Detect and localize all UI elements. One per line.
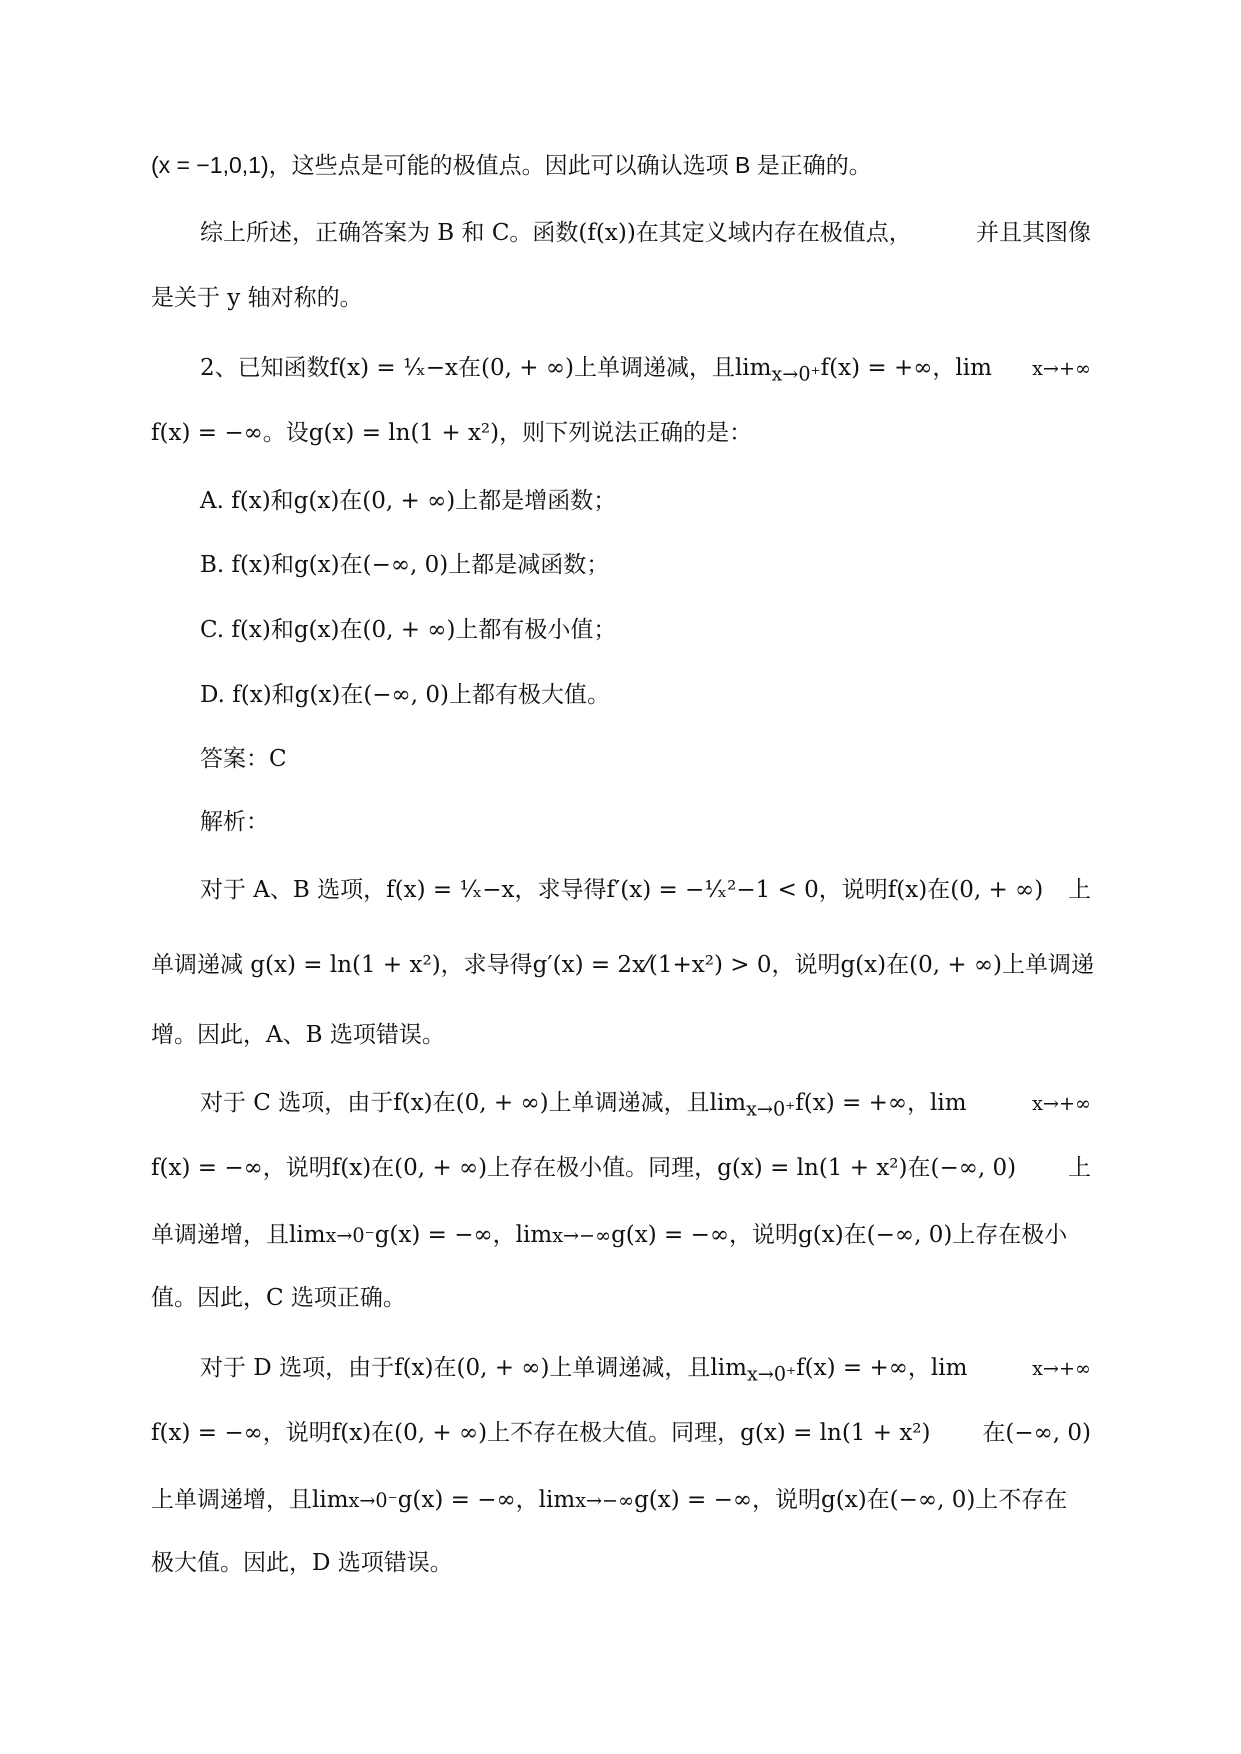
line-text: 值。因此，C 选项正确。	[151, 1285, 406, 1311]
answer-line	[200, 746, 1091, 774]
analysis-text: 解析：	[200, 809, 269, 835]
limit-subscript: x→+∞	[1032, 1357, 1091, 1380]
line-text: 上单调递增，且lim	[151, 1487, 349, 1513]
line-text: 单调递增，且lim	[151, 1222, 326, 1248]
line-text: f(x) = −∞，说明f(x)在(0, + ∞)上不存在极大值。同理，g(x) = ln(1 + x²)	[151, 1420, 931, 1446]
analysis-heading	[200, 809, 1091, 837]
limit-subscript: x→−∞	[575, 1489, 635, 1512]
line-text-end: 并且其图像	[976, 220, 1091, 246]
option-text: A. f(x)和g(x)在(0, + ∞)上都是增函数；	[200, 488, 617, 514]
text-line-21	[151, 1487, 1091, 1515]
text-line-22	[151, 1550, 1091, 1578]
text-line-16	[151, 1155, 1091, 1183]
limit-subscript: x→+∞	[1032, 1092, 1091, 1115]
text-line-17	[151, 1222, 1091, 1250]
limit-subscript: x→−∞	[552, 1224, 612, 1247]
answer-text: 答案：C	[200, 746, 287, 772]
line-text-end: 在(−∞, 0)	[982, 1420, 1091, 1446]
line-text: f(x) = +∞，lim	[820, 355, 992, 381]
line-text: 是关于 y 轴对称的。	[151, 285, 363, 311]
text-line-12	[200, 877, 1091, 905]
line-text-end: 上	[1068, 1155, 1091, 1181]
line-text: 极大值。因此，D 选项错误。	[151, 1550, 453, 1576]
limit-subscript: x→0⁺	[771, 362, 821, 386]
line-text: 2、已知函数f(x) = ¹⁄ₓ−x在(0, + ∞)上单调递减，且lim	[200, 355, 772, 381]
line-text: f(x) = −∞，说明f(x)在(0, + ∞)上存在极小值。同理，g(x) = ln(1 + x²)在(−∞, 0)	[151, 1155, 1017, 1181]
line-text: f(x) = −∞。设g(x) = ln(1 + x²)，则下列说法正确的是：	[151, 420, 753, 446]
text-line-18	[151, 1285, 1091, 1313]
line-text: 对于 A、B 选项，f(x) = ¹⁄ₓ−x，求导得f′(x) = −¹⁄ₓ²−1 < 0，说明f(x)在(0, + ∞)	[200, 877, 1044, 903]
line-text: g(x) = −∞，lim	[397, 1487, 576, 1513]
text-line-19	[200, 1355, 1091, 1386]
line-text: 综上所述，正确答案为 B 和 C。函数(f(x))在其定义域内存在极值点，	[200, 220, 912, 246]
line-text: (x = −1,0,1)，这些点是可能的极值点。因此可以确认选项 B 是正确的。	[151, 152, 872, 178]
line-text: 对于 D 选项，由于f(x)在(0, + ∞)上单调递减，且lim	[200, 1355, 747, 1381]
text-line-4	[200, 355, 1091, 386]
line-text: f(x) = +∞，lim	[795, 1090, 967, 1116]
text-line-5	[151, 420, 1091, 448]
text-line-20	[151, 1420, 1091, 1448]
limit-subscript: x→0⁻	[325, 1224, 375, 1247]
line-text: 对于 C 选项，由于f(x)在(0, + ∞)上单调递减，且lim	[200, 1090, 747, 1116]
option-a	[200, 488, 1091, 516]
limit-subscript: x→0⁺	[746, 1362, 797, 1386]
limit-subscript: x→0⁻	[348, 1489, 398, 1512]
option-text: C. f(x)和g(x)在(0, + ∞)上都有极小值；	[200, 617, 617, 643]
option-text: D. f(x)和g(x)在(−∞, 0)上都有极大值。	[200, 682, 610, 708]
line-text: 增。因此，A、B 选项错误。	[151, 1022, 445, 1048]
text-line-3	[151, 285, 1091, 313]
line-text: g(x) = −∞，lim	[374, 1222, 553, 1248]
line-text: g(x) = −∞，说明g(x)在(−∞, 0)上不存在	[634, 1487, 1068, 1513]
option-text: B. f(x)和g(x)在(−∞, 0)上都是减函数；	[200, 552, 610, 578]
line-text-end: 上单调递	[1002, 952, 1095, 978]
option-b	[200, 552, 1091, 580]
text-line-14	[151, 1022, 1091, 1050]
text-line-15	[200, 1090, 1091, 1121]
limit-subscript: x→+∞	[1032, 357, 1091, 380]
option-c	[200, 617, 1091, 645]
line-text: g(x) = −∞，说明g(x)在(−∞, 0)上存在极小	[611, 1222, 1068, 1248]
limit-subscript: x→0⁺	[746, 1097, 796, 1121]
text-line-1	[151, 152, 1091, 180]
text-line-13	[151, 952, 1095, 980]
text-line-2	[200, 220, 1091, 248]
line-text: f(x) = +∞，lim	[796, 1355, 968, 1381]
line-text: 单调递减 g(x) = ln(1 + x²)，求导得g′(x) = 2x⁄(1+x²) > 0，说明g(x)在(0, + ∞)	[151, 952, 1003, 978]
option-d	[200, 682, 1091, 710]
line-text-end: 上	[1068, 877, 1091, 903]
